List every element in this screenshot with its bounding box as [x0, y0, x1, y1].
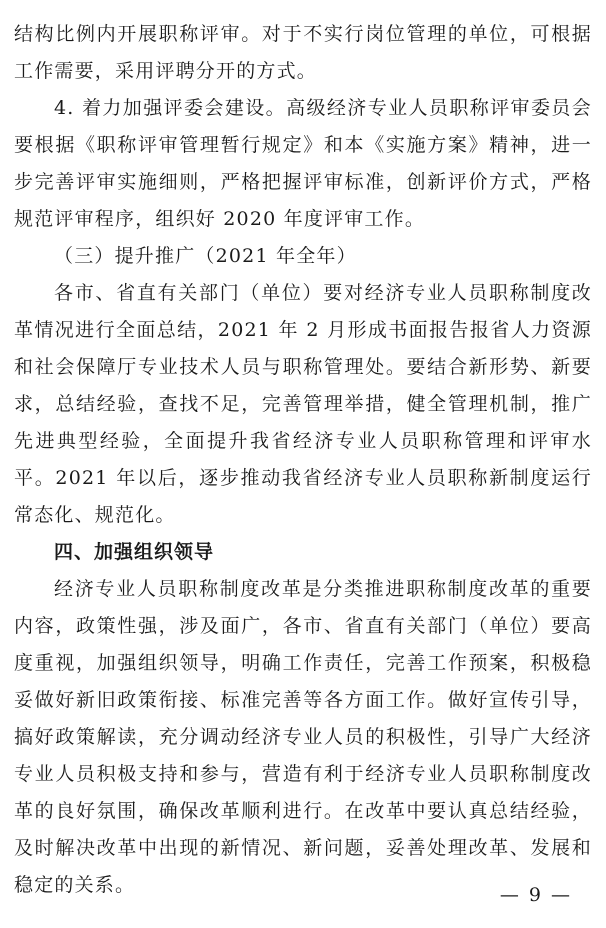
paragraph-summary-report: 各市、省直有关部门（单位）要对经济专业人员职称制度改革情况进行全面总结，2021 年 2 月形成书面报告报省人力资源和社会保障厅专业技术人员与职称管理处。要结合新形势、新要求，总结经验，查找不足，完善管理举措，健全管理机制，推广先进典型经验，全面提升我省经济专业人员职称管理和评审水平。2021 年以后，逐步推动我省经济专业人员职称新制度运行常态化、规范化。: [14, 282, 592, 526]
document-page: [14, 16, 592, 904]
section-heading-organization: 四、加强组织领导: [54, 541, 215, 563]
paragraph-committee-building: 4. 着力加强评委会建设。高级经济专业人员职称评审委员会要根据《职称评审管理暂行规定》和本《实施方案》精神，进一步完善评审实施细则，严格把握评审标准，创新评价方式，严格规范评审程序，组织好 2020 年度评审工作。: [14, 97, 592, 230]
paragraph-organization-leadership: 经济专业人员职称制度改革是分类推进职称制度改革的重要内容，政策性强，涉及面广，各市、省直有关部门（单位）要高度重视，加强组织领导，明确工作责任，完善工作预案，积极稳妥做好新旧政策衔接、标准完善等各方面工作。做好宣传引导，搞好政策解读，充分调动经济专业人员的积极性，引导广大经济专业人员积极支持和参与，营造有利于经济专业人员职称制度改革的良好氛围，确保改革顺利进行。在改革中要认真总结经验，及时解决改革中出现的新情况、新问题，妥善处理改革、发展和稳定的关系。: [14, 578, 592, 896]
paragraph-continuation: 结构比例内开展职称评审。对于不实行岗位管理的单位，可根据工作需要，采用评聘分开的方式。: [14, 23, 592, 82]
section-heading-promotion: （三）提升推广（2021 年全年）: [54, 245, 357, 267]
page-number: — 9 —: [499, 884, 572, 906]
